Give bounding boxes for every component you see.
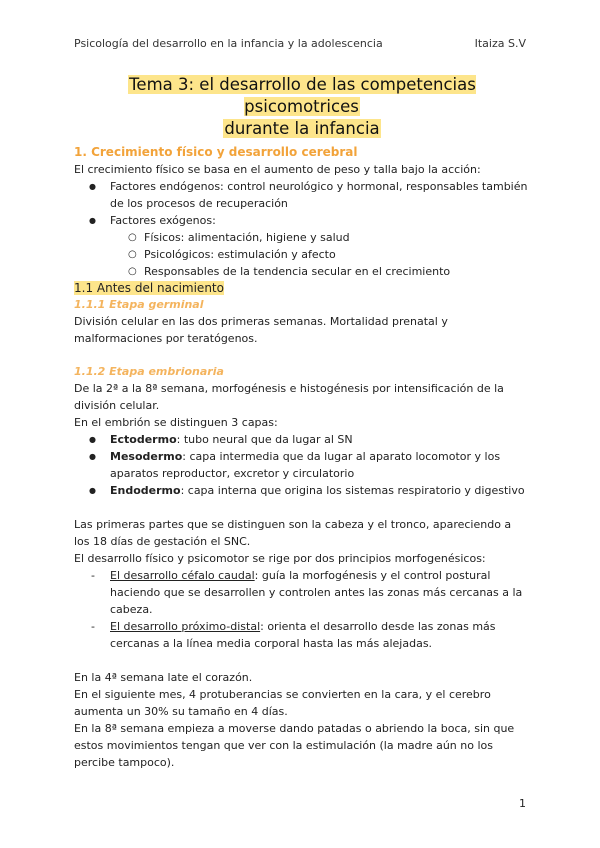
exogenous-sublist [74,229,530,280]
page-number: 1 [519,797,526,810]
list-item [74,618,530,652]
page-title [74,74,530,140]
layer-term: Ectodermo [110,433,177,446]
header-author: Itaiza S.V [474,37,526,50]
principle-desc: : guía la morfogénesis y el control postural haciendo que se desarrollen y controlen antes las zonas más cercanas a la cabeza. [110,569,523,616]
section-heading-1-1-text: 1.1 Antes del nacimiento [74,281,224,295]
layer-term: Mesodermo [110,450,183,463]
paragraph-2: El desarrollo físico y psicomotor se rige por dos principios morfogenésicos: [74,552,486,565]
layer-term: Endodermo [110,484,181,497]
subheading-germinal: 1.1.1 Etapa germinal [74,298,204,311]
header-course-title: Psicología del desarrollo en la infancia y la adolescencia [74,37,383,50]
factors-list [74,178,530,280]
title-line-1: Tema 3: el desarrollo de las competencias psicomotrices [129,75,476,116]
section-1-intro: El crecimiento físico se basa en el aumento de peso y talla bajo la acción: [74,163,481,176]
principle-desc: : orienta el desarrollo desde las zonas más cercanas a la línea media corporal hasta las más alejadas. [110,620,496,650]
list-item: ○ Físicos: alimentación, higiene y salud [74,229,530,246]
list-item [74,448,530,482]
paragraph-4: En el siguiente mes, 4 protuberancias se convierten en la cara, y el cerebro aumenta un 30% su tamaño en 4 días. [74,688,491,718]
list-item: ○ Responsables de la tendencia secular en el crecimiento [74,263,530,280]
germinal-text: División celular en las dos primeras semanas. Mortalidad prenatal y malformaciones por teratógenos. [74,315,448,345]
layer-desc: : capa interna que origina los sistemas respiratorio y digestivo [180,484,525,497]
principle-term: El desarrollo céfalo caudal [110,569,255,582]
list-item-exogenous [74,212,530,280]
list-item [74,431,530,448]
layer-desc: : tubo neural que da lugar al SN [176,433,353,446]
embrionaria-text-1: De la 2ª a la 8ª semana, morfogénesis e histogénesis por intensificación de la división celular. [74,382,504,412]
paragraph-3: En la 4ª semana late el corazón. [74,671,253,684]
page-content [74,74,530,771]
title-line-2: durante la infancia [224,119,380,138]
layers-list [74,431,530,499]
list-item [74,482,530,499]
principle-term: El desarrollo próximo-distal [110,620,261,633]
embrionaria-text-2: En el embrión se distinguen 3 capas: [74,416,278,429]
layer-desc: : capa intermedia que da lugar al aparato locomotor y los aparatos reproductor, excretor y circulatorio [110,450,501,480]
exogenous-label: Factores exógenos: [110,214,216,227]
subheading-embrionaria: 1.1.2 Etapa embrionaria [74,365,224,378]
list-item-endogenous: ● Factores endógenos: control neurológico y hormonal, responsables también de los procesos de recuperación [74,178,530,212]
section-heading-1: 1. Crecimiento físico y desarrollo cerebral [74,145,358,159]
paragraph-5: En la 8ª semana empieza a moverse dando patadas o abriendo la boca, sin que estos movimientos tengan que ver con la estimulación (la madre aún no los percibe tampoco). [74,722,515,769]
list-item [74,567,530,618]
principles-list [74,567,530,652]
paragraph-1: Las primeras partes que se distinguen son la cabeza y el tronco, apareciendo a los 18 días de gestación el SNC. [74,518,512,548]
section-heading-1-1 [74,280,530,297]
list-item: ○ Psicológicos: estimulación y afecto [74,246,530,263]
